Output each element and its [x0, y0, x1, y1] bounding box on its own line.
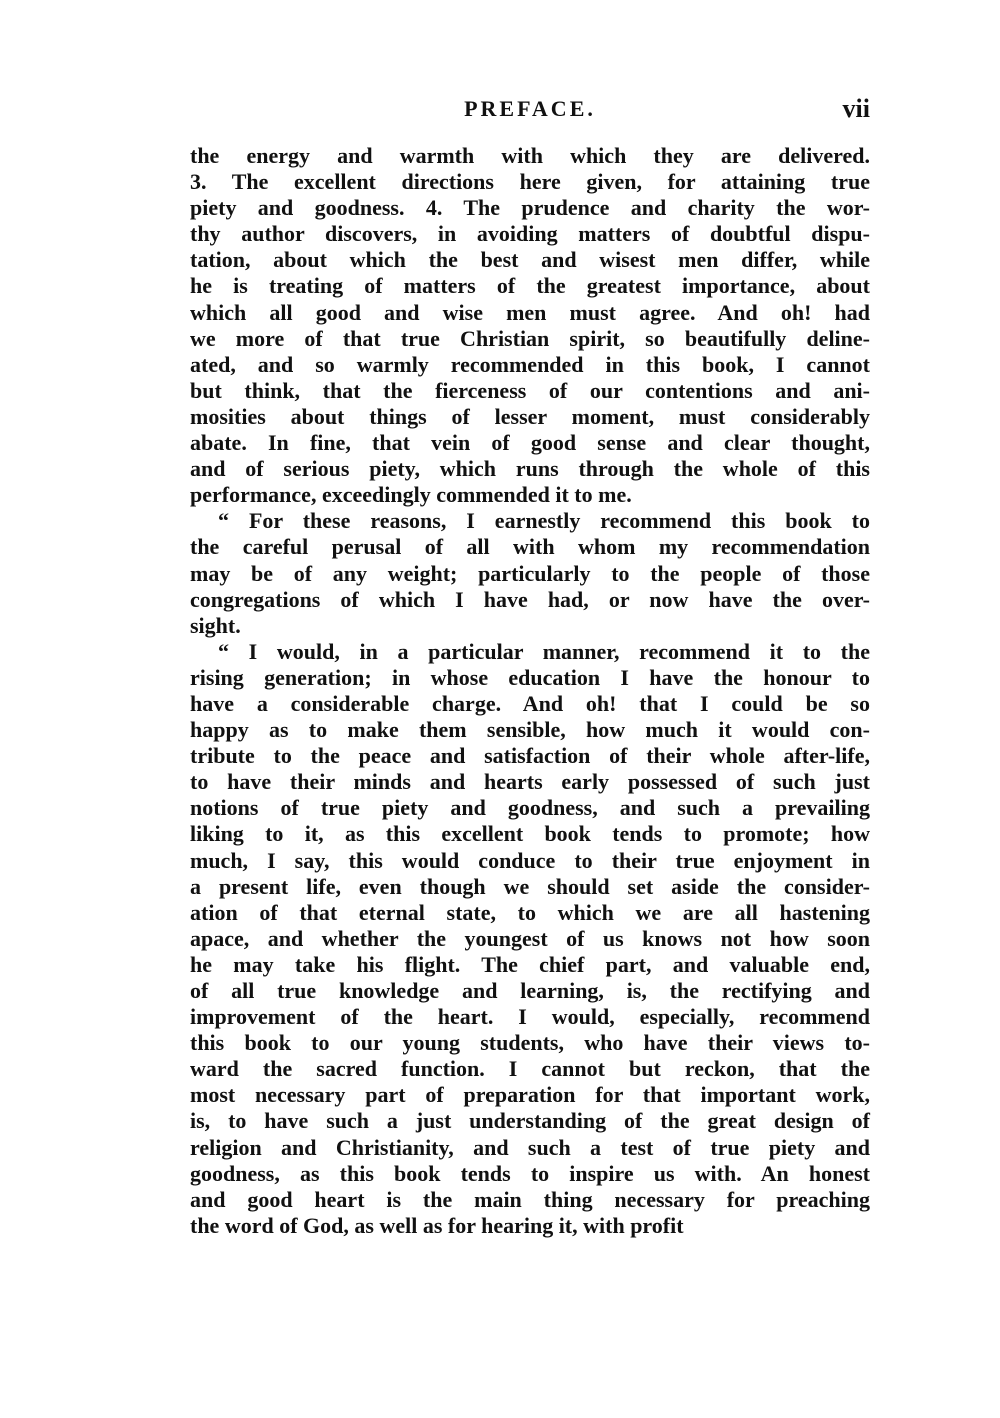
text-line: this book to our young students, who have their views to- — [190, 1030, 870, 1056]
text-line: “ For these reasons, I earnestly recommend this book to — [218, 508, 870, 534]
text-line: religion and Christianity, and such a test of true piety and — [190, 1134, 870, 1160]
text-line: to have their minds and hearts early possessed of such just — [190, 769, 870, 795]
text-line: much, I say, this would conduce to their true enjoyment in — [190, 847, 870, 873]
text-line: the energy and warmth with which they are delivered. — [190, 143, 870, 168]
text-line: performance, exceedingly commended it to me. — [190, 482, 632, 508]
text-line: improvement of the heart. I would, especially, recommend — [190, 1004, 870, 1030]
text-line: which all good and wise men must agree. And oh! had — [190, 299, 870, 325]
text-line: happy as to make them sensible, how much it would con- — [190, 717, 870, 743]
text-line: of all true knowledge and learning, is, the rectifying and — [190, 978, 870, 1003]
text-line: congregations of which I have had, or now have the over- — [190, 586, 870, 612]
text-line: the word of God, as well as for hearing it, with profit — [190, 1212, 684, 1238]
text-line: mosities about things of lesser moment, must considerably — [190, 403, 870, 429]
text-line: goodness, as this book tends to inspire us with. An honest — [190, 1160, 870, 1186]
text-line: the careful perusal of all with whom my recommendation — [190, 534, 870, 560]
text-line: ated, and so warmly recommended in this book, I cannot — [190, 351, 870, 377]
text-line: and good heart is the main thing necessary for preaching — [190, 1186, 870, 1212]
text-line: 3. The excellent directions here given, for attaining true — [190, 169, 870, 195]
text-line: he may take his flight. The chief part, and valuable end, — [190, 951, 870, 977]
text-line: piety and goodness. 4. The prudence and charity the wor- — [190, 195, 870, 221]
text-line: rising generation; in whose education I have the honour to — [190, 664, 870, 690]
text-line: he is treating of matters of the greatest importance, about — [190, 273, 870, 299]
text-line: apace, and whether the youngest of us knows not how soon — [190, 925, 870, 951]
running-head-title: PREFACE. — [464, 96, 596, 121]
text-line: a present life, even though we should set aside the consider- — [190, 873, 870, 899]
text-line: tribute to the peace and satisfaction of their whole after-life, — [190, 743, 870, 769]
text-line: thy author discovers, in avoiding matters of doubtful dispu- — [190, 221, 870, 247]
text-line: and of serious piety, which runs through the whole of this — [190, 456, 870, 482]
text-line: have a considerable charge. And oh! that I could be so — [190, 690, 870, 716]
text-line: is, to have such a just understanding of the great design of — [190, 1108, 870, 1134]
text-line: sight. — [190, 612, 241, 638]
text-line: we more of that true Christian spirit, so beautifully deline- — [190, 325, 870, 351]
running-head — [190, 96, 870, 126]
text-line: most necessary part of preparation for that important work, — [190, 1082, 870, 1108]
text-line: notions of true piety and goodness, and such a prevailing — [190, 795, 870, 821]
text-line: may be of any weight; particularly to the people of those — [190, 560, 870, 586]
page-number: vii — [842, 94, 870, 123]
text-line: abate. In fine, that vein of good sense and clear thought, — [190, 430, 870, 456]
text-line: tation, about which the best and wisest men differ, while — [190, 247, 870, 273]
text-line: ward the sacred function. I cannot but reckon, that the — [190, 1056, 870, 1082]
text-line: ation of that eternal state, to which we are all hastening — [190, 899, 870, 925]
text-line: liking to it, as this excellent book tends to promote; how — [190, 821, 870, 847]
preface-body-text — [190, 143, 870, 1239]
text-line: but think, that the fierceness of our contentions and ani- — [190, 377, 870, 403]
text-line: “ I would, in a particular manner, recommend it to the — [218, 638, 870, 664]
